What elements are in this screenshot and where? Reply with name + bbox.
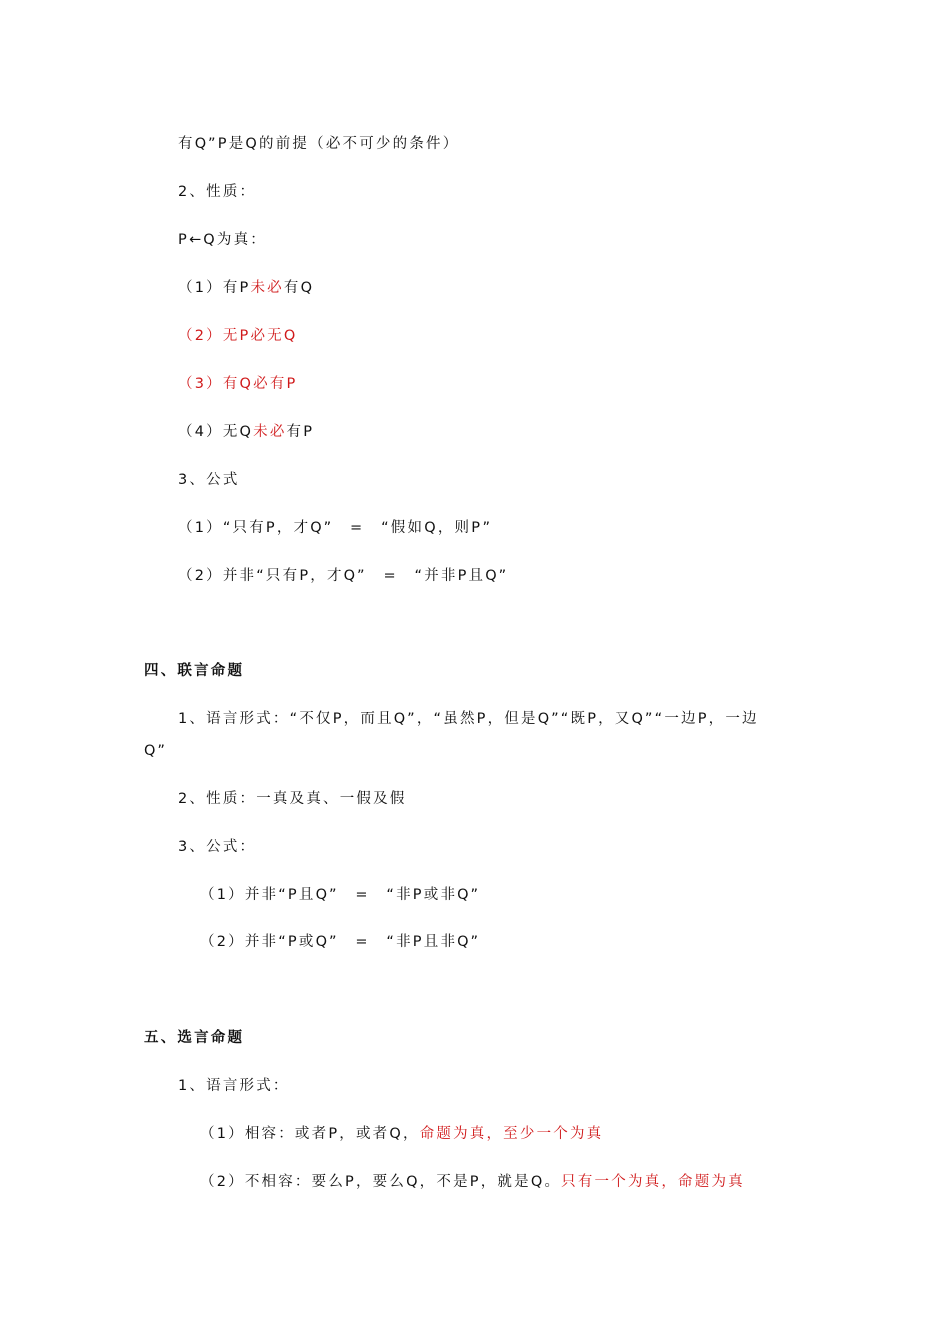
text-line: 3、公式：: [178, 839, 257, 855]
highlight-text: 命题为真，至少一个为真: [419, 1126, 604, 1142]
section-heading: 五、选言命题: [144, 1030, 245, 1046]
highlight-text: 未必: [250, 280, 284, 296]
highlight-text: 未必: [253, 424, 287, 440]
text-line: 1、语言形式：: [178, 1078, 290, 1094]
text-line: 1、语言形式：“不仅P，而且Q”，“虽然P，但是Q”“既P，又Q”“一边P，一边: [178, 711, 759, 727]
text-line: 2、性质：一真及真、一假及假: [178, 791, 407, 807]
text-span: （2）不相容：要么P，要么Q，不是P，就是Q。: [200, 1174, 562, 1190]
text-line: 3、公式: [178, 472, 240, 488]
formula-line: （1）“只有P，才Q” = “假如Q，则P”: [178, 520, 493, 536]
text-line: 2、性质：: [178, 184, 257, 200]
formula-line: （1）并非“P且Q” = “非P或非Q”: [200, 887, 481, 903]
highlight-text: 只有一个为真，命题为真: [561, 1174, 745, 1190]
text-line: [200, 1124, 603, 1144]
text-span: 有Q: [283, 280, 315, 296]
text-span: （4）无Q: [178, 424, 254, 440]
text-line: [200, 1172, 745, 1192]
highlight-line: （2）无P必无Q: [178, 328, 298, 344]
text-line: [178, 278, 314, 298]
text-span: 有P: [286, 424, 315, 440]
text-line: Q”: [144, 743, 168, 759]
formula-line: （2）并非“P或Q” = “非P且非Q”: [200, 934, 481, 950]
text-span: （1）有P: [178, 280, 251, 296]
text-line: [178, 422, 314, 442]
text-line: P←Q为真：: [178, 232, 268, 248]
text-span: （1）相容：或者P，或者Q，: [200, 1126, 420, 1142]
highlight-line: （3）有Q必有P: [178, 376, 298, 392]
text-line: 有Q”P是Q的前提（必不可少的条件）: [178, 136, 460, 152]
section-heading: 四、联言命题: [144, 663, 245, 679]
formula-line: （2）并非“只有P，才Q” = “并非P且Q”: [178, 568, 509, 584]
